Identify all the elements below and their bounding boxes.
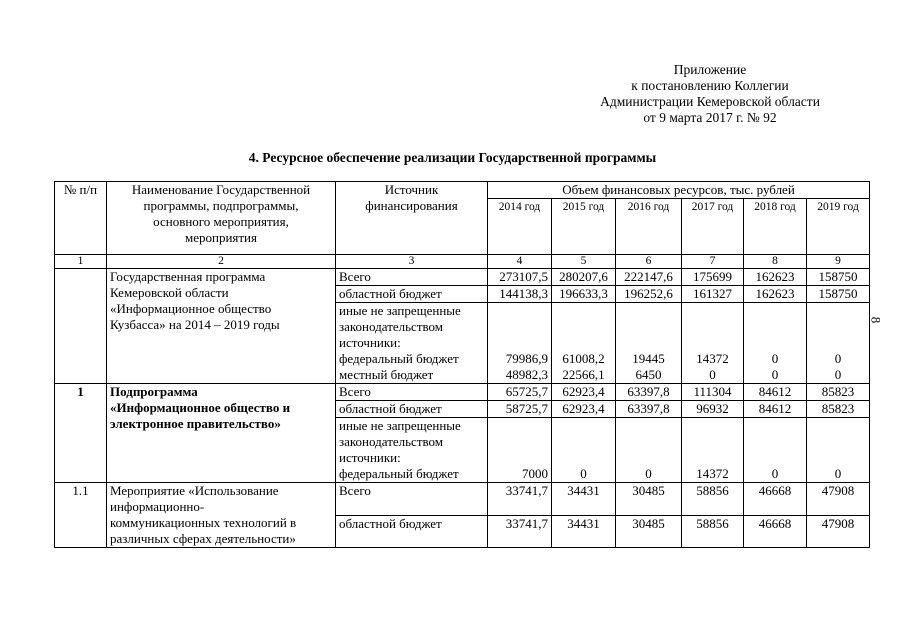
source-line: Всего	[339, 269, 371, 284]
header-num: № п/п	[55, 182, 107, 255]
value-line: 0	[771, 466, 779, 481]
page-number: 8	[868, 316, 884, 324]
value-line: 273107,5	[499, 269, 548, 284]
header-name	[107, 182, 336, 255]
value-cell	[682, 286, 744, 303]
value-line	[810, 319, 866, 335]
value-cell	[744, 269, 807, 286]
value-cell	[488, 269, 552, 286]
value-cell	[488, 401, 552, 418]
value-line: 0	[645, 466, 652, 481]
value-cell	[807, 269, 870, 286]
value-line	[555, 450, 612, 466]
value-cell	[744, 286, 807, 303]
value-cell	[744, 418, 807, 483]
row-name-line: Мероприятие «Использование	[110, 483, 279, 498]
column-number: 6	[616, 255, 682, 269]
value-line: 85823	[821, 384, 855, 399]
value-line: 30485	[632, 515, 665, 531]
row-number: 1.1	[55, 483, 107, 548]
source-line: законодательством	[339, 434, 444, 449]
value-line	[747, 434, 803, 450]
value-cell	[807, 483, 870, 516]
header-year: 2018 год	[744, 199, 807, 255]
source-cell	[336, 286, 488, 303]
value-line: 34431	[567, 515, 600, 531]
row-name-line: Кузбасса» на 2014 – 2019 годы	[110, 317, 280, 332]
value-cell	[744, 303, 807, 384]
resource-table	[54, 181, 870, 548]
value-cell	[682, 483, 744, 516]
value-cell	[488, 384, 552, 401]
value-line: 0	[771, 351, 779, 366]
value-line: 63397,8	[627, 401, 670, 416]
value-line: 0	[709, 367, 716, 382]
value-line: 162623	[755, 269, 795, 284]
value-line: 84612	[758, 401, 792, 416]
value-line	[555, 434, 612, 450]
value-line: 158750	[818, 269, 858, 284]
value-line: 162623	[755, 286, 795, 301]
value-cell	[488, 303, 552, 384]
value-cell	[682, 269, 744, 286]
value-cell	[552, 401, 616, 418]
header-row	[55, 182, 870, 199]
value-line	[685, 450, 740, 466]
value-line	[685, 335, 740, 351]
column-number: 2	[107, 255, 336, 269]
value-line: 62923,4	[562, 401, 605, 416]
source-line: федеральный бюджет	[339, 466, 459, 481]
value-line: 0	[771, 367, 779, 382]
source-cell	[336, 483, 488, 516]
value-cell	[807, 303, 870, 384]
source-line: иные не запрещенные	[339, 418, 461, 433]
value-line	[619, 335, 678, 351]
row-name	[107, 483, 336, 548]
value-line: 62923,4	[562, 384, 605, 399]
value-line	[685, 418, 740, 434]
value-cell	[552, 483, 616, 516]
value-cell	[682, 418, 744, 483]
row-name-line: электронное правительство»	[110, 416, 281, 431]
value-line	[810, 335, 866, 351]
column-number: 5	[552, 255, 616, 269]
value-line: 58856	[696, 483, 729, 498]
value-line: 161327	[693, 286, 732, 301]
value-line: 144138,3	[499, 286, 548, 301]
value-line	[491, 303, 548, 319]
value-line: 14372	[696, 466, 729, 481]
row-name-line: «Информационное общество и	[110, 400, 291, 415]
value-cell	[552, 286, 616, 303]
column-number: 8	[744, 255, 807, 269]
header-source	[336, 182, 488, 255]
value-cell	[807, 515, 870, 548]
value-cell	[616, 269, 682, 286]
value-line: 6450	[635, 367, 662, 382]
source-cell	[336, 401, 488, 418]
appendix-line: от 9 марта 2017 г. № 92	[643, 110, 777, 125]
row-number	[55, 269, 107, 384]
header-year: 2014 год	[488, 199, 552, 255]
value-cell	[682, 401, 744, 418]
document-title: 4. Ресурсное обеспечение реализации Государственной программы	[248, 150, 657, 165]
value-line: 84612	[758, 384, 792, 399]
value-cell	[616, 483, 682, 516]
value-cell	[807, 401, 870, 418]
row-name-line: информационно-	[110, 499, 205, 514]
value-line: 79986,9	[505, 351, 548, 366]
header-volume: Объем финансовых ресурсов, тыс. рублей	[488, 182, 870, 199]
value-line: 58725,7	[505, 401, 548, 416]
value-cell	[807, 286, 870, 303]
value-cell	[807, 384, 870, 401]
row-name-line: «Информационное общество	[110, 301, 272, 316]
value-line	[491, 450, 548, 466]
value-line: 7000	[522, 466, 548, 481]
value-line: 58856	[696, 515, 729, 531]
value-line: 47908	[821, 483, 855, 498]
value-cell	[682, 515, 744, 548]
value-line: 34431	[567, 483, 600, 498]
source-line: иные не запрещенные	[339, 303, 461, 318]
value-cell	[682, 303, 744, 384]
value-line	[747, 450, 803, 466]
value-line	[747, 335, 803, 351]
column-numbers-row	[55, 255, 870, 269]
header-name-line: Наименование Государственной	[131, 182, 311, 197]
value-line	[619, 434, 678, 450]
value-line: 0	[834, 351, 842, 366]
value-cell	[488, 515, 552, 548]
value-line: 30485	[632, 483, 665, 498]
value-cell	[682, 384, 744, 401]
source-cell	[336, 303, 488, 384]
value-line: 65725,7	[505, 384, 548, 399]
value-cell	[807, 418, 870, 483]
value-line	[619, 450, 678, 466]
row-name	[107, 384, 336, 483]
value-line: 19445	[632, 351, 665, 366]
source-line: Всего	[339, 483, 371, 498]
appendix-block	[560, 62, 860, 126]
value-cell	[488, 418, 552, 483]
value-line: 0	[834, 466, 842, 481]
value-cell	[552, 515, 616, 548]
value-cell	[616, 401, 682, 418]
table-row	[55, 483, 870, 516]
header-year: 2017 год	[682, 199, 744, 255]
value-line: 46668	[758, 483, 792, 498]
value-line	[491, 434, 548, 450]
value-line	[555, 303, 612, 319]
row-name-line: Кемеровской области	[110, 285, 229, 300]
source-cell	[336, 418, 488, 483]
table-row	[55, 384, 870, 401]
source-cell	[336, 515, 488, 548]
value-line	[747, 319, 803, 335]
value-cell	[616, 418, 682, 483]
value-line: 158750	[818, 286, 858, 301]
source-line: областной бюджет	[339, 515, 442, 531]
value-line: 47908	[821, 515, 855, 531]
value-cell	[744, 483, 807, 516]
column-number: 3	[336, 255, 488, 269]
value-line: 22566,1	[562, 367, 605, 382]
value-line: 33741,7	[505, 483, 548, 498]
header-year: 2019 год	[807, 199, 870, 255]
value-cell	[744, 515, 807, 548]
value-line: 111304	[693, 384, 732, 399]
row-name-line: коммуникационных технологий в	[110, 515, 297, 530]
header-source-line: Источник	[384, 182, 439, 197]
source-cell	[336, 269, 488, 286]
value-line	[491, 335, 548, 351]
value-line: 175699	[693, 269, 732, 284]
appendix-line: к постановлению Коллегии	[631, 78, 789, 93]
value-line	[810, 418, 866, 434]
value-cell	[616, 384, 682, 401]
value-line	[747, 303, 803, 319]
header-name-line: мероприятия	[184, 230, 257, 245]
value-line	[810, 434, 866, 450]
value-line: 280207,6	[559, 269, 608, 284]
value-line	[619, 418, 678, 434]
header-year: 2015 год	[552, 199, 616, 255]
column-number: 4	[488, 255, 552, 269]
row-name-line: Подпрограмма	[110, 384, 198, 399]
value-line	[555, 319, 612, 335]
value-cell	[552, 269, 616, 286]
value-line	[685, 303, 740, 319]
value-line	[491, 319, 548, 335]
value-line: 196252,6	[624, 286, 673, 301]
value-line: 196633,3	[559, 286, 608, 301]
appendix-line: Приложение	[673, 62, 747, 77]
value-cell	[744, 384, 807, 401]
value-line	[619, 303, 678, 319]
header-year: 2016 год	[616, 199, 682, 255]
value-cell	[616, 515, 682, 548]
value-line	[555, 418, 612, 434]
value-line: 0	[834, 367, 842, 382]
value-line: 63397,8	[627, 384, 670, 399]
source-line: федеральный бюджет	[339, 351, 459, 366]
value-line	[619, 319, 678, 335]
value-line	[491, 418, 548, 434]
value-line	[555, 335, 612, 351]
row-number: 1	[55, 384, 107, 483]
header-name-line: основного мероприятия,	[153, 214, 289, 229]
value-cell	[488, 286, 552, 303]
value-line: 0	[580, 466, 587, 481]
value-cell	[744, 401, 807, 418]
value-line: 85823	[821, 401, 855, 416]
value-line	[685, 319, 740, 335]
row-name-line: различных сферах деятельности»	[110, 531, 296, 546]
row-name	[107, 269, 336, 384]
value-line: 61008,2	[562, 351, 605, 366]
value-cell	[552, 303, 616, 384]
column-number: 1	[55, 255, 107, 269]
value-line: 14372	[696, 351, 729, 366]
header-name-line: программы, подпрограммы,	[143, 198, 299, 213]
value-line: 46668	[758, 515, 792, 531]
source-line: законодательством	[339, 319, 444, 334]
value-line: 48982,3	[505, 367, 548, 382]
value-cell	[552, 384, 616, 401]
column-number: 7	[682, 255, 744, 269]
source-line: областной бюджет	[339, 401, 442, 416]
source-line: областной бюджет	[339, 286, 442, 301]
value-cell	[552, 418, 616, 483]
source-cell	[336, 384, 488, 401]
value-line	[747, 418, 803, 434]
value-cell	[616, 286, 682, 303]
source-line: источники:	[339, 450, 401, 465]
value-line	[685, 434, 740, 450]
value-line: 96932	[696, 401, 729, 416]
header-source-line: финансирования	[365, 198, 458, 213]
table-row	[55, 269, 870, 286]
value-cell	[616, 303, 682, 384]
source-line: источники:	[339, 335, 401, 350]
row-name-line: Государственная программа	[110, 269, 266, 284]
value-line: 222147,6	[624, 269, 673, 284]
appendix-line: Администрации Кемеровской области	[600, 94, 820, 109]
value-cell	[488, 483, 552, 516]
value-line	[810, 303, 866, 319]
column-number: 9	[807, 255, 870, 269]
source-line: Всего	[339, 384, 371, 399]
source-line: местный бюджет	[339, 367, 434, 382]
value-line	[810, 450, 866, 466]
value-line: 33741,7	[505, 515, 548, 531]
